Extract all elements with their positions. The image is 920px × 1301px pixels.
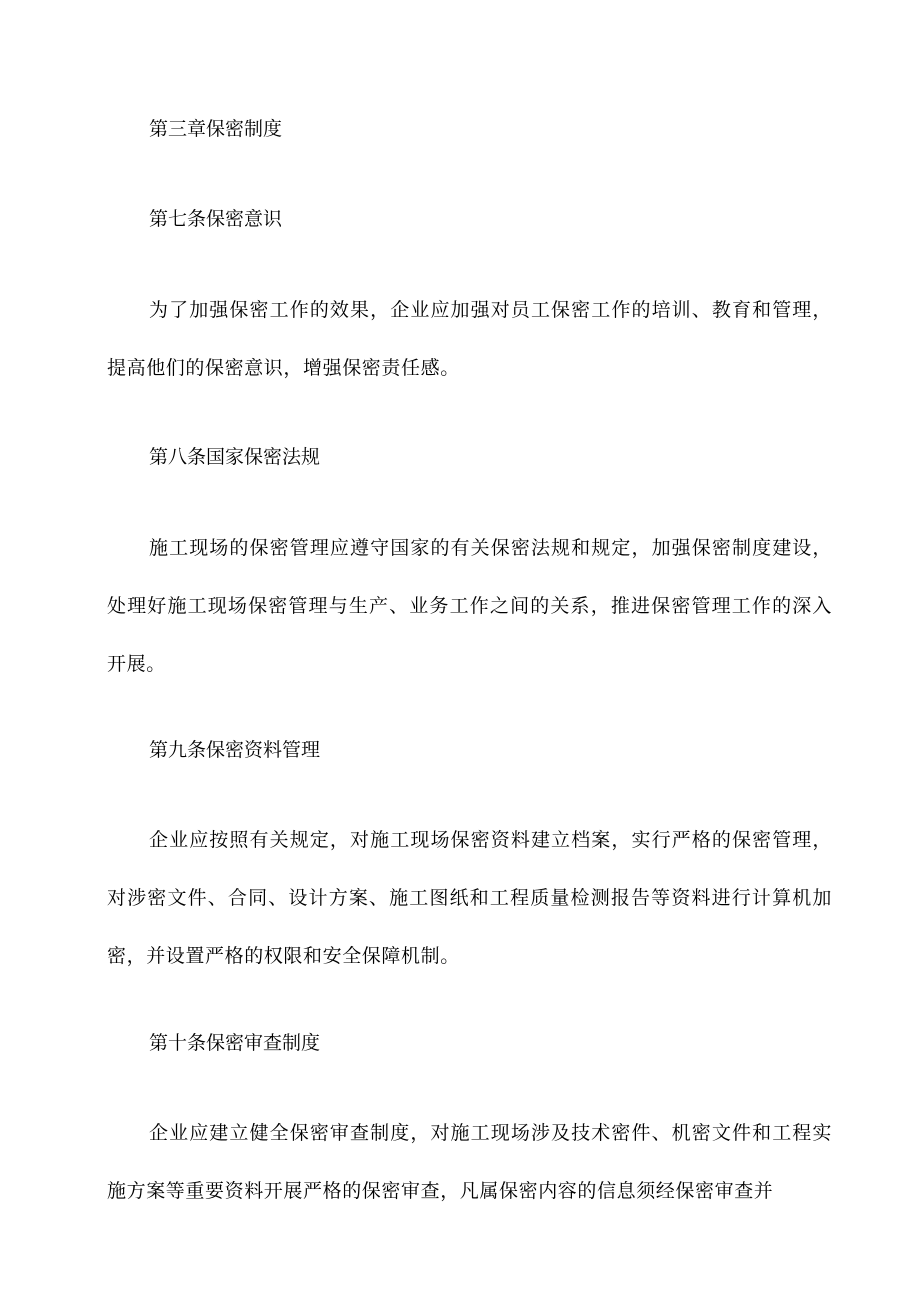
section-heading-10: 第十条保密审查制度 (149, 1032, 321, 1054)
section-heading-7: 第七条保密意识 (149, 208, 283, 230)
section-heading-9: 第九条保密资料管理 (149, 739, 321, 761)
section-body-10: 企业应建立健全保密审查制度，对施工现场涉及技术密件、机密文件和工程实施方案等重要资料开展严格的保密审查，凡属保密内容的信息须经保密审查并 (107, 1122, 832, 1202)
section-heading-8: 第八条国家保密法规 (149, 446, 321, 468)
section-body-9: 企业应按照有关规定，对施工现场保密资料建立档案，实行严格的保密管理，对涉密文件、合同、设计方案、施工图纸和工程质量检测报告等资料进行计算机加密，并设置严格的权限和安全保障机制。 (107, 829, 832, 967)
chapter-title: 第三章保密制度 (149, 118, 283, 140)
section-body-8: 施工现场的保密管理应遵守国家的有关保密法规和规定，加强保密制度建设，处理好施工现场保密管理与生产、业务工作之间的关系，推进保密管理工作的深入开展。 (107, 537, 832, 675)
section-body-7: 为了加强保密工作的效果，企业应加强对员工保密工作的培训、教育和管理，提高他们的保密意识，增强保密责任感。 (107, 299, 832, 379)
